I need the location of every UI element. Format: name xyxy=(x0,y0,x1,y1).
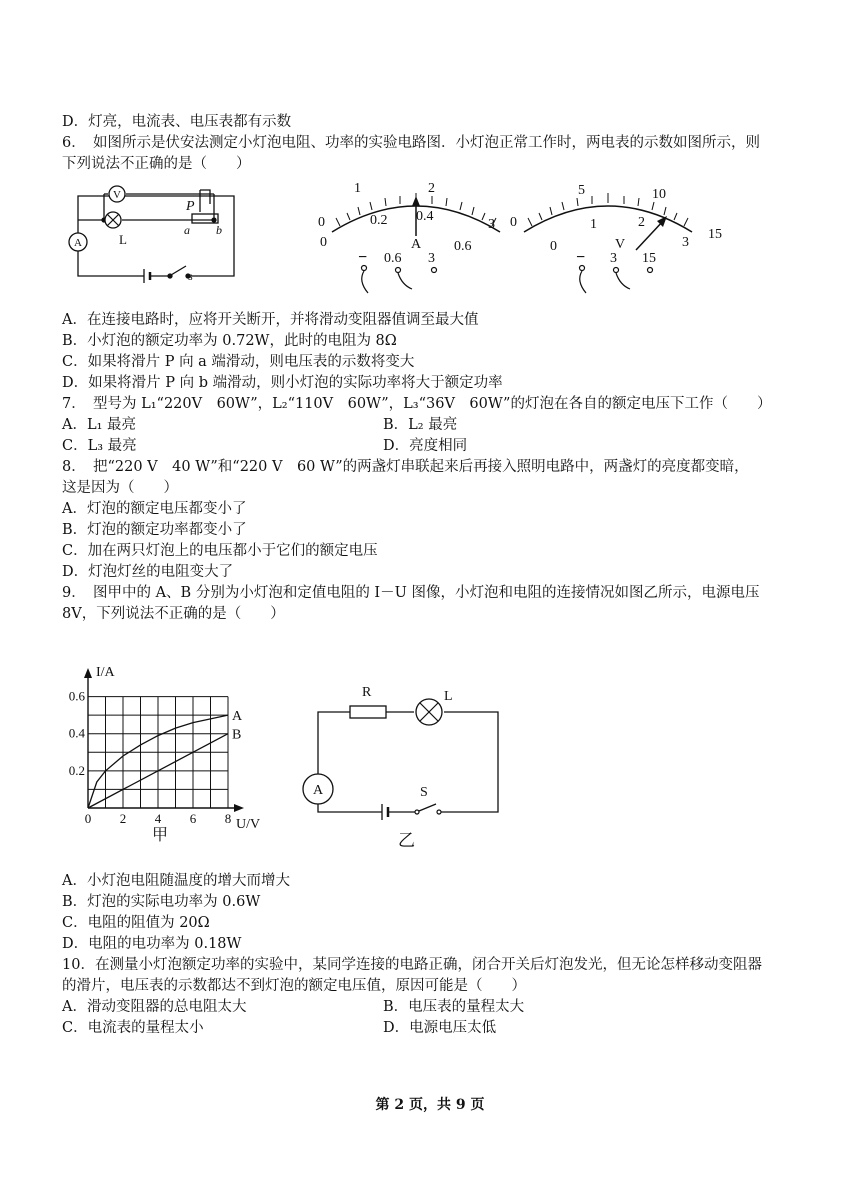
iu-chart xyxy=(60,660,290,844)
end-a-label: a xyxy=(184,223,190,237)
q7-option-d: D．亮度相同 xyxy=(383,438,468,454)
q8-stem-line1: 8． 把“220 V 40 W”和“220 V 60 W”的两盏灯串联起来后再接入照明电路中，两盏灯的亮度都变暗， xyxy=(62,459,749,475)
x-tick-label: 2 xyxy=(119,811,127,826)
voltmeter-top-15: 15 xyxy=(708,227,722,242)
ammeter-unit: A xyxy=(410,237,422,252)
q6-stem-line2: 下列说法不正确的是（ ） xyxy=(62,156,251,172)
q6-ammeter-symbol xyxy=(69,233,87,251)
q10-option-c: C．电流表的量程太小 xyxy=(62,1020,204,1036)
q10-option-b: B．电压表的量程太大 xyxy=(383,999,525,1015)
voltmeter-top-10: 10 xyxy=(652,187,666,202)
q6-option-b: B．小灯泡的额定功率为 0.72W，此时的电阻为 8Ω xyxy=(62,333,397,349)
svg-text:L: L xyxy=(119,232,127,247)
q6-option-a: A．在连接电路时，应将开关断开，并将滑动变阻器值调至最大值 xyxy=(62,312,479,328)
voltmeter-bottom-2: 2 xyxy=(638,215,645,230)
circuit-caption-yi: 乙 xyxy=(398,831,415,850)
y-tick-label: 0.6 xyxy=(68,688,85,704)
q10-option-a: A．滑动变阻器的总电阻太大 xyxy=(62,999,247,1015)
q9-switch-label: S xyxy=(420,785,428,800)
ammeter-bottom-2: 0.4 xyxy=(416,209,434,224)
voltmeter-top-5: 5 xyxy=(578,183,585,198)
x-tick-label: 4 xyxy=(154,811,162,826)
y-axis-label: I/A xyxy=(96,665,115,680)
q9-stem-line2: 8V，下列说法不正确的是（ ） xyxy=(62,606,285,622)
series-label-a: A xyxy=(232,709,243,725)
voltmeter-dial xyxy=(510,183,722,293)
q8-option-b: B．灯泡的额定功率都变小了 xyxy=(62,522,247,538)
q8-option-d: D．灯泡灯丝的电阻变大了 xyxy=(62,564,234,580)
x-axis-label: U/V xyxy=(236,817,261,832)
ammeter-top-2: 2 xyxy=(428,181,435,196)
q9-option-b: B．灯泡的实际电功率为 0.6W xyxy=(62,894,261,910)
end-b-label: b xyxy=(216,223,222,237)
chart-axes xyxy=(84,668,244,812)
svg-text:L: L xyxy=(444,689,453,704)
q8-option-c: C．加在两只灯泡上的电压都小于它们的额定电压 xyxy=(62,543,378,559)
ammeter-bottom-1: 0.2 xyxy=(370,213,388,228)
q7-option-b: B．L₂ 最亮 xyxy=(383,417,458,433)
q9-option-d: D．电阻的电功率为 0.18W xyxy=(62,936,242,952)
q9-circuit-diagram xyxy=(290,680,520,850)
q8-option-a: A．灯泡的额定电压都变小了 xyxy=(62,501,247,517)
voltmeter-top-0: 0 xyxy=(510,215,517,230)
q6-circuit-diagram xyxy=(78,190,234,283)
q6-figure xyxy=(64,176,722,300)
ammeter-bottom-3: 0.6 xyxy=(454,239,472,254)
x-tick-label: 0 xyxy=(84,811,92,826)
page-footer: 第 2 页，共 9 页 xyxy=(375,1097,485,1113)
voltmeter-terminal-3: 3 xyxy=(610,251,617,266)
x-tick-label: 6 xyxy=(189,811,197,826)
q6-voltmeter-symbol xyxy=(109,186,125,202)
ammeter-terminal-3: 3 xyxy=(428,251,435,266)
q6-stem-line1: 6． 如图所示是伏安法测定小灯泡电阻、功率的实验电路图．小灯泡正常工作时，两电表的示数如图所示，则 xyxy=(62,135,760,151)
q9-lamp-symbol xyxy=(416,689,453,725)
q10-option-d: D．电源电压太低 xyxy=(383,1020,497,1036)
q5-option-d: D．灯亮，电流表、电压表都有示数 xyxy=(62,114,292,130)
svg-text:A: A xyxy=(312,783,324,798)
x-axis-arrow xyxy=(234,804,244,812)
ammeter-dial xyxy=(318,181,500,293)
q7-option-c: C．L₃ 最亮 xyxy=(62,438,137,454)
slider-p-label: P xyxy=(186,199,195,214)
voltmeter-unit: V xyxy=(614,237,626,252)
chart-labels xyxy=(69,665,260,844)
ammeter-top-1: 1 xyxy=(354,181,361,196)
svg-text:V: V xyxy=(113,189,121,201)
ammeter-top-0: 0 xyxy=(318,215,325,230)
q9-ammeter-symbol xyxy=(303,774,333,804)
voltmeter-bottom-0: 0 xyxy=(550,239,557,254)
series-label-b: B xyxy=(232,727,242,743)
q9-option-c: C．电阻的阻值为 20Ω xyxy=(62,915,210,931)
q9-stem-line1: 9． 图甲中的 A、B 分别为小灯泡和定值电阻的 I－U 图像，小灯泡和电阻的连接情况如图乙所示，电源电压 xyxy=(62,585,760,601)
q8-stem-line2: 这是因为（ ） xyxy=(62,480,178,496)
svg-text:R: R xyxy=(362,685,372,700)
q10-stem-line2: 的滑片，电压表的示数都达不到灯泡的额定电压值，原因可能是（ ） xyxy=(62,978,526,994)
q9-option-a: A．小灯泡电阻随温度的增大而增大 xyxy=(62,873,290,889)
q7-stem: 7． 型号为 L₁“220V 60W”，L₂“110V 60W”，L₃“36V 60W”的灯泡在各自的额定电压下工作（ ） xyxy=(62,396,772,412)
svg-text:A: A xyxy=(74,237,82,249)
q6-option-d: D．如果将滑片 P 向 b 端滑动，则小灯泡的实际功率将大于额定功率 xyxy=(62,375,503,391)
q10-stem-line1: 10．在测量小灯泡额定功率的实验中，某同学连接的电路正确，闭合开关后灯泡发光，但无论怎样移动变阻器 xyxy=(62,957,762,973)
switch-s-label: s xyxy=(188,269,193,283)
voltmeter-bottom-1: 1 xyxy=(590,217,597,232)
y-axis-arrow xyxy=(84,668,92,678)
voltmeter-terminal-neg: − xyxy=(576,249,586,266)
y-tick-label: 0.4 xyxy=(68,725,85,741)
chart-series xyxy=(88,709,243,808)
voltmeter-terminal-15: 15 xyxy=(642,251,656,266)
voltmeter-bottom-3: 3 xyxy=(682,235,689,250)
chart-caption-jia: 甲 xyxy=(152,827,169,844)
q7-option-a: A．L₁ 最亮 xyxy=(62,417,137,433)
q6-lamp-symbol xyxy=(105,212,127,247)
ammeter-bottom-0: 0 xyxy=(320,235,327,250)
chart-grid xyxy=(88,697,228,808)
ammeter-terminal-neg: − xyxy=(358,249,368,266)
y-tick-label: 0.2 xyxy=(68,762,85,778)
x-tick-label: 8 xyxy=(224,811,232,826)
q6-option-c: C．如果将滑片 P 向 a 端滑动，则电压表的示数将变大 xyxy=(62,354,415,370)
ammeter-terminal-06: 0.6 xyxy=(384,251,402,266)
ammeter-top-3: 3 xyxy=(488,217,495,232)
q9-resistor-symbol xyxy=(350,685,386,718)
